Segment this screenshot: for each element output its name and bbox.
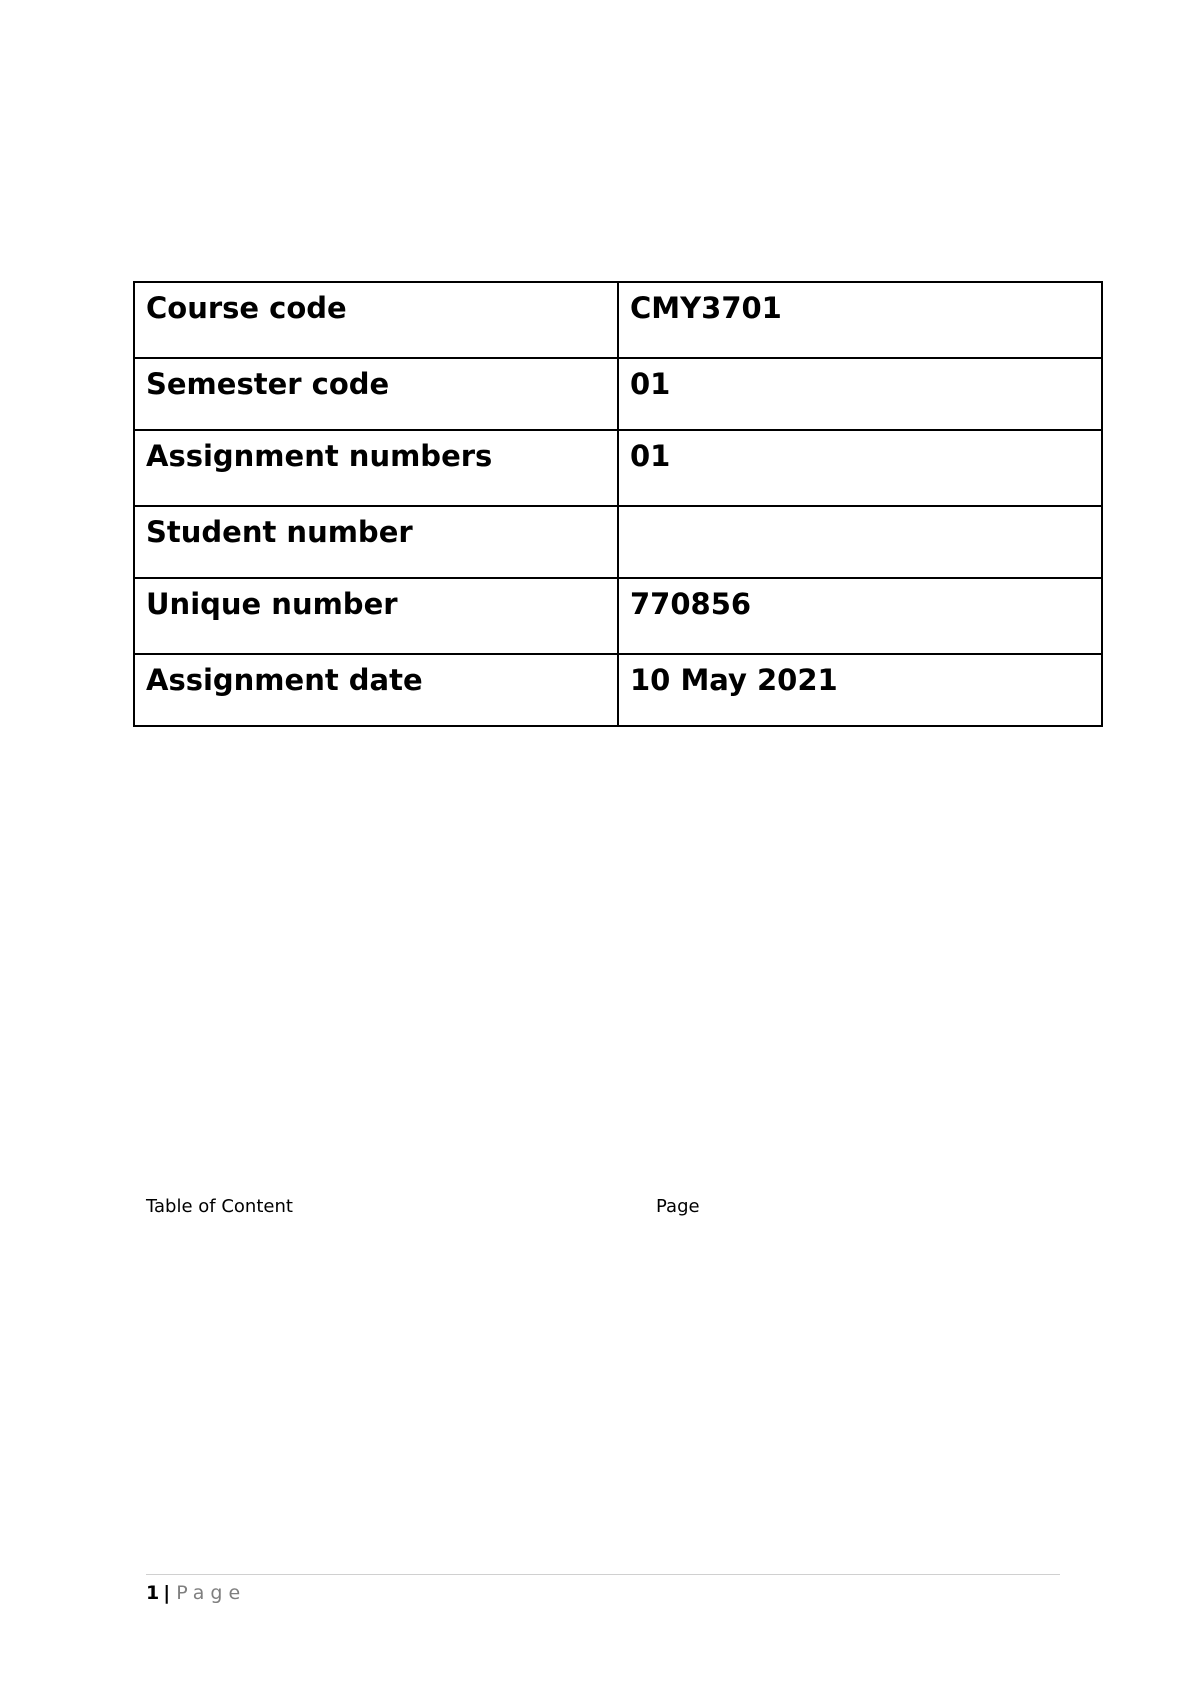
- toc-page-heading: Page: [656, 1196, 700, 1217]
- page-word: Page: [176, 1582, 247, 1604]
- page-number: 1: [146, 1582, 160, 1604]
- assignment-date-label: Assignment date: [134, 654, 618, 726]
- course-code-label: Course code: [134, 282, 618, 358]
- footer-separator: |: [163, 1582, 171, 1604]
- student-number-value: [618, 506, 1102, 578]
- assignment-date-value: 10 May 2021: [618, 654, 1102, 726]
- table-row: [134, 578, 1102, 654]
- unique-number-value: 770856: [618, 578, 1102, 654]
- unique-number-label: Unique number: [134, 578, 618, 654]
- table-row: [134, 282, 1102, 358]
- semester-code-value: 01: [618, 358, 1102, 430]
- footer-divider: [146, 1574, 1060, 1575]
- table-row: [134, 430, 1102, 506]
- semester-code-label: Semester code: [134, 358, 618, 430]
- table-row: [134, 358, 1102, 430]
- assignment-numbers-value: 01: [618, 430, 1102, 506]
- course-code-value: CMY3701: [618, 282, 1102, 358]
- assignment-numbers-label: Assignment numbers: [134, 430, 618, 506]
- table-row: [134, 506, 1102, 578]
- table-of-content-heading: Table of Content: [146, 1196, 293, 1217]
- page-footer: [146, 1581, 246, 1605]
- student-number-label: Student number: [134, 506, 618, 578]
- assignment-info-table: [133, 281, 1103, 727]
- table-row: [134, 654, 1102, 726]
